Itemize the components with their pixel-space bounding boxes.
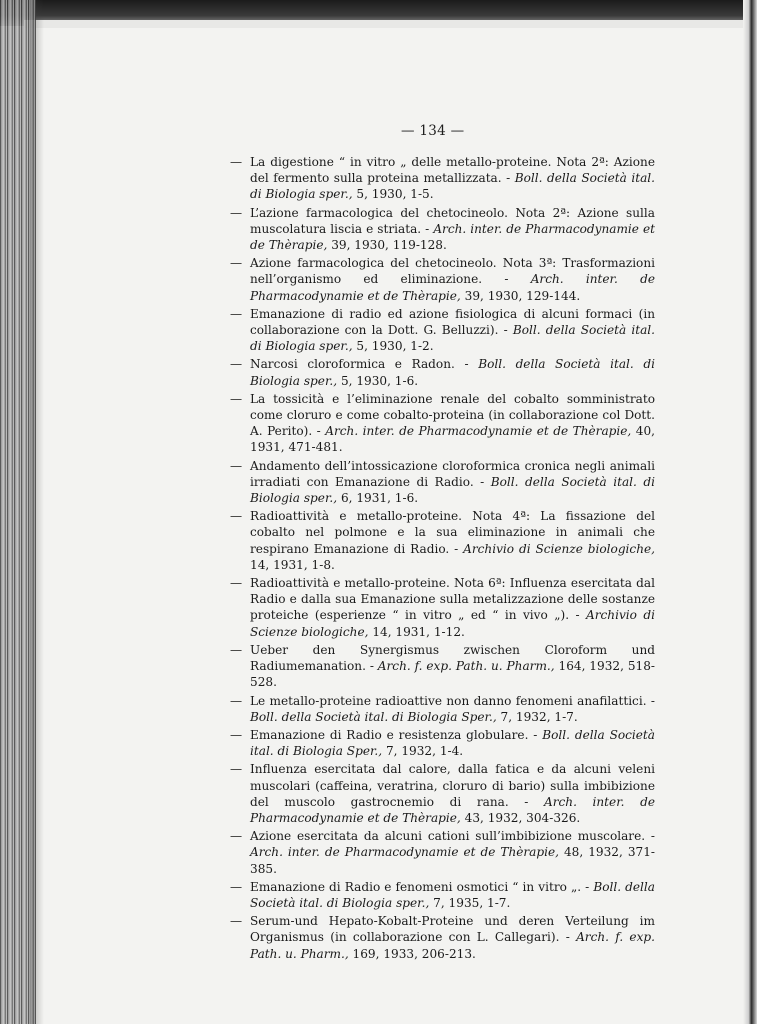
bibliography-list <box>230 154 655 964</box>
list-item: — Radioattività e metallo-proteine. Nota 4ª: La fissazione del cobalto nel polmone e la sua eliminazione in animali che respirano Emanazione di Radio. - Archivio di Scienze biologiche, 14, 1931, 1-8. <box>230 509 655 572</box>
list-item: — Influenza esercitata dal calore, dalla fatica e da alcuni veleni muscolari (caffeina, veratrina, cloruro di bario) sulla imbibizione del muscolo gastrocnemio di rana. - Arch. inter. de Pharmacodynamie et de Thèrapie, 43, 1932, 304-326. <box>230 762 655 825</box>
page-number: — 134 — <box>401 123 465 139</box>
list-item: — Emanazione di radio ed azione fisiologica di alcuni formaci (in collaborazione con la Dott. G. Belluzzi). - Boll. della Società ital. di Biologia sper., 5, 1930, 1-2. <box>230 306 655 354</box>
list-item: — Radioattività e metallo-proteine. Nota 6ª: Influenza esercitata dal Radio e dalla sua Emanazione sulla metalizzazione delle sostanze proteiche (esperienze “ in vitro „ ed “ in vivo „). - Archivio di Scienze biologiche, 14, 1931, 1-12. <box>230 576 655 639</box>
list-item: — L’azione farmacologica del chetocineolo. Nota 2ª: Azione sulla muscolatura liscia e striata. - Arch. inter. de Pharmacodynamie et de Thèrapie, 39, 1930, 119-128. <box>230 205 655 253</box>
list-item: — Azione esercitata da alcuni cationi sull’imbibizione muscolare. - Arch. inter. de Pharmacodynamie et de Thèrapie, 48, 1932, 371-385. <box>230 829 656 876</box>
page-top-margin <box>24 20 757 28</box>
list-item: — Emanazione di Radio e resistenza globulare. - Boll. della Società ital. di Biologia Sper., 7, 1932, 1-4. <box>230 727 656 759</box>
list-item: — Ueber den Synergismus zwischen Cloroform und Radiumemanation. - Arch. f. exp. Path. u. Pharm., 164, 1932, 518-528. <box>230 642 655 690</box>
list-item: — Narcosi cloroformica e Radon. - Boll. della Società ital. di Biologia sper., 5, 1930, 1-6. <box>230 357 655 388</box>
list-item: — La digestione “ in vitro „ delle metallo-proteine. Nota 2ª: Azione del fermento sulla proteina metallizzata. - Boll. della Società ital. di Biologia sper., 5, 1930, 1-5. <box>230 155 655 202</box>
list-item: — Serum-und Hepato-Kobalt-Proteine und deren Verteilung im Organismus (in collaborazione con L. Callegari). - Arch. f. exp. Path. u. Pharm., 169, 1933, 206-213. <box>230 914 655 961</box>
list-item: — Andamento dell’intossicazione cloroformica cronica negli animali irradiati con Emanazione di Radio. - Boll. della Società ital. di Biologia sper., 6, 1931, 1-6. <box>230 458 655 506</box>
right-page-edge <box>743 0 757 1024</box>
binding-shadow <box>30 0 44 1024</box>
list-item: — Emanazione di Radio e fenomeni osmotici “ in vitro „. - Boll. della Società ital. di Biologia sper., 7, 1935, 1-7. <box>230 879 655 910</box>
list-item: — Azione farmacologica del chetocineolo. Nota 3ª: Trasformazioni nell’organismo ed eliminazione. - Arch. inter. de Pharmacodynamie et de Thèrapie, 39, 1930, 129-144. <box>230 256 655 303</box>
list-item: — Le metallo-proteine radioattive non danno fenomeni anafilattici. - Boll. della Società ital. di Biologia Sper., 7, 1932, 1-7. <box>230 693 655 724</box>
list-item: — La tossicità e l’eliminazione renale del cobalto somministrato come cloruro e come cobalto-proteina (in collaborazione col Dott. A. Perito). - Arch. inter. de Pharmacodynamie et de Thèrapie, 40, 1931, 471-481. <box>230 391 656 455</box>
